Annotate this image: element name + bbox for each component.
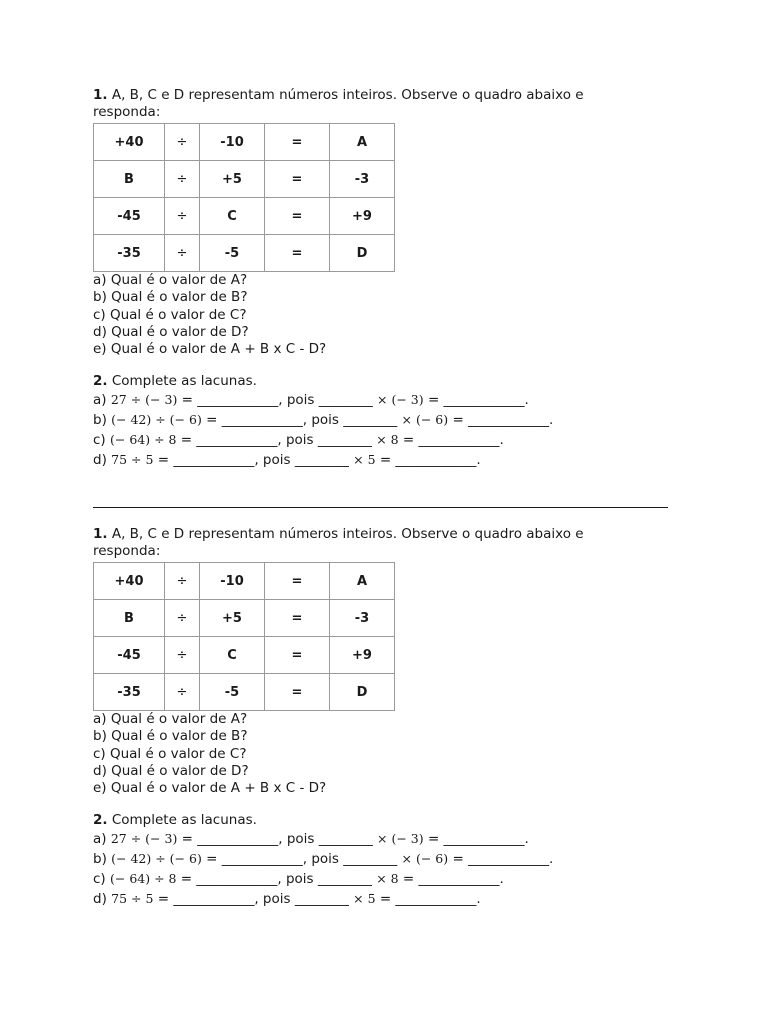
math-expression: × 5 xyxy=(353,452,376,468)
question-text: A, B, C e D representam números inteiros. Observe o quadro abaixo e xyxy=(111,526,584,542)
pois-blank: , pois ________ xyxy=(277,432,372,449)
table-cell: ÷ xyxy=(165,198,200,235)
table-cell: A xyxy=(330,563,395,600)
table-cell: D xyxy=(330,674,395,711)
math-expression: × 8 xyxy=(376,871,399,887)
table-cell: -35 xyxy=(94,235,165,272)
math-expression: (− 42) ÷ (− 6) xyxy=(111,412,202,428)
math-expression: × (− 3) xyxy=(377,392,424,408)
table-cell: = xyxy=(265,674,330,711)
fill-blank-item xyxy=(93,450,683,470)
item-label: b) xyxy=(93,851,107,868)
sub-question: e) Qual é o valor de A + B x C - D? xyxy=(93,341,327,358)
division-table xyxy=(93,562,395,711)
math-expression: (− 42) ÷ (− 6) xyxy=(111,851,202,867)
answer-blank: = ____________ xyxy=(157,891,255,908)
item-label: c) xyxy=(93,432,106,449)
table-cell: +40 xyxy=(94,124,165,161)
table-cell: -3 xyxy=(330,600,395,637)
table-cell: C xyxy=(200,198,265,235)
table-cell: A xyxy=(330,124,395,161)
table-cell: +9 xyxy=(330,198,395,235)
sub-question: a) Qual é o valor de A? xyxy=(93,272,248,288)
table-row xyxy=(94,600,395,637)
answer-blank: = ____________. xyxy=(379,452,481,469)
table-cell: ÷ xyxy=(165,124,200,161)
answer-blank: = ____________. xyxy=(427,392,529,409)
table-row xyxy=(94,124,395,161)
question-1-title xyxy=(93,87,683,121)
math-expression: 27 ÷ (− 3) xyxy=(110,392,178,408)
sub-question: c) Qual é o valor de C? xyxy=(93,306,247,323)
fill-blank-item xyxy=(93,869,683,889)
pois-blank: , pois ________ xyxy=(254,452,349,469)
table-cell: -5 xyxy=(200,674,265,711)
table-cell: ÷ xyxy=(165,235,200,272)
sub-question: d) Qual é o valor de D? xyxy=(93,762,249,779)
table-cell: +5 xyxy=(200,600,265,637)
math-expression: × (− 3) xyxy=(377,831,424,847)
question-2-title xyxy=(93,812,683,829)
question-2-title xyxy=(93,373,683,390)
item-label: d) xyxy=(93,452,107,469)
table-cell: = xyxy=(265,600,330,637)
table-cell: ÷ xyxy=(165,637,200,674)
answer-blank: = ____________. xyxy=(427,831,529,848)
question-number: 1. xyxy=(93,87,108,103)
answer-blank: = ____________. xyxy=(452,412,554,429)
math-expression: 27 ÷ (− 3) xyxy=(110,831,178,847)
question-1-title xyxy=(93,526,683,560)
worksheet-block-1 xyxy=(93,87,683,470)
math-expression: 75 ÷ 5 xyxy=(111,452,154,468)
question-text: Complete as lacunas. xyxy=(111,373,257,390)
answer-blank: = ____________ xyxy=(206,851,303,868)
item-label: b) xyxy=(93,412,107,429)
fill-blank-item xyxy=(93,849,683,869)
math-expression: × (− 6) xyxy=(401,412,449,428)
question-number: 1. xyxy=(93,526,108,542)
item-label: a) xyxy=(93,392,107,409)
table-cell: = xyxy=(265,161,330,198)
division-table xyxy=(93,123,395,272)
table-row xyxy=(94,637,395,674)
table-cell: = xyxy=(265,198,330,235)
table-row xyxy=(94,563,395,600)
table-cell: B xyxy=(94,600,165,637)
table-cell: ÷ xyxy=(165,674,200,711)
answer-blank: = ____________ xyxy=(181,392,279,409)
question-number: 2. xyxy=(93,812,108,829)
table-cell: ÷ xyxy=(165,600,200,637)
answer-blank: = ____________. xyxy=(402,871,504,888)
sub-question: c) Qual é o valor de C? xyxy=(93,745,247,762)
table-cell: -3 xyxy=(330,161,395,198)
item-label: c) xyxy=(93,871,106,888)
table-cell: -45 xyxy=(94,637,165,674)
question-text: Complete as lacunas. xyxy=(111,812,257,829)
answer-blank: = ____________ xyxy=(181,831,279,848)
table-cell: = xyxy=(265,124,330,161)
table-cell: D xyxy=(330,235,395,272)
sub-question: b) Qual é o valor de B? xyxy=(93,289,248,306)
answer-blank: = ____________ xyxy=(180,871,278,888)
cut-line-divider xyxy=(93,507,668,508)
table-cell: -45 xyxy=(94,198,165,235)
math-expression: × (− 6) xyxy=(401,851,449,867)
worksheet-block-2 xyxy=(93,526,683,909)
answer-blank: = ____________. xyxy=(379,891,481,908)
fill-blank-item xyxy=(93,430,683,450)
table-cell: +40 xyxy=(94,563,165,600)
fill-blank-item xyxy=(93,390,683,410)
pois-blank: , pois ________ xyxy=(302,412,398,429)
table-cell: B xyxy=(94,161,165,198)
table-row xyxy=(94,674,395,711)
math-expression: 75 ÷ 5 xyxy=(111,891,154,907)
item-label: a) xyxy=(93,831,107,848)
question-text: responda: xyxy=(93,543,161,559)
fill-blank-item xyxy=(93,889,683,909)
table-cell: ÷ xyxy=(165,563,200,600)
table-cell: -10 xyxy=(200,563,265,600)
table-cell: ÷ xyxy=(165,161,200,198)
pois-blank: , pois ________ xyxy=(278,831,373,848)
pois-blank: , pois ________ xyxy=(254,891,349,908)
table-cell: -10 xyxy=(200,124,265,161)
math-expression: (− 64) ÷ 8 xyxy=(110,871,177,887)
sub-question: a) Qual é o valor de A? xyxy=(93,711,248,727)
table-cell: = xyxy=(265,563,330,600)
question-number: 2. xyxy=(93,373,108,390)
answer-blank: = ____________ xyxy=(180,432,278,449)
math-expression: (− 64) ÷ 8 xyxy=(110,432,177,448)
question-text: responda: xyxy=(93,104,161,120)
fill-blank-item xyxy=(93,829,683,849)
item-label: d) xyxy=(93,891,107,908)
answer-blank: = ____________ xyxy=(157,452,255,469)
fill-blank-item xyxy=(93,410,683,430)
sub-question: d) Qual é o valor de D? xyxy=(93,323,249,340)
pois-blank: , pois ________ xyxy=(302,851,398,868)
table-row xyxy=(94,161,395,198)
pois-blank: , pois ________ xyxy=(277,871,372,888)
table-cell: +9 xyxy=(330,637,395,674)
math-expression: × 8 xyxy=(376,432,399,448)
table-cell: C xyxy=(200,637,265,674)
question-text: A, B, C e D representam números inteiros. Observe o quadro abaixo e xyxy=(111,87,584,103)
table-cell: -35 xyxy=(94,674,165,711)
answer-blank: = ____________. xyxy=(402,432,504,449)
answer-blank: = ____________. xyxy=(452,851,554,868)
answer-blank: = ____________ xyxy=(206,412,303,429)
table-row xyxy=(94,235,395,272)
table-cell: = xyxy=(265,235,330,272)
math-expression: × 5 xyxy=(353,891,376,907)
sub-question: e) Qual é o valor de A + B x C - D? xyxy=(93,780,327,797)
table-cell: -5 xyxy=(200,235,265,272)
table-cell: = xyxy=(265,637,330,674)
sub-question: b) Qual é o valor de B? xyxy=(93,728,248,745)
table-row xyxy=(94,198,395,235)
table-cell: +5 xyxy=(200,161,265,198)
pois-blank: , pois ________ xyxy=(278,392,373,409)
